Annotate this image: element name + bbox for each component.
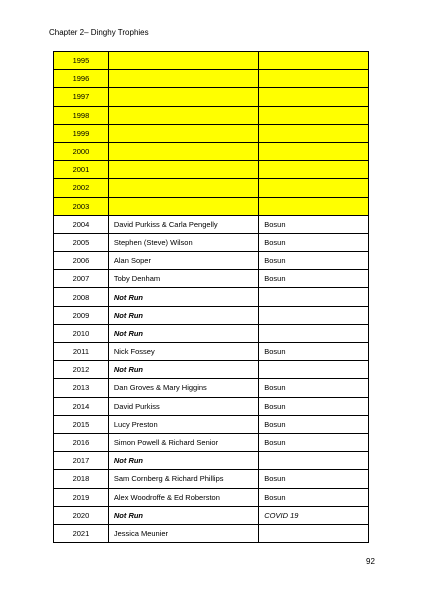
year-cell: 2011 bbox=[54, 343, 109, 361]
year-cell: 2008 bbox=[54, 288, 109, 306]
boat-cell bbox=[259, 306, 369, 324]
table-row bbox=[54, 106, 369, 124]
boat-cell bbox=[259, 452, 369, 470]
table-row bbox=[54, 379, 369, 397]
winner-cell: Stephen (Steve) Wilson bbox=[108, 233, 258, 251]
year-cell: 2009 bbox=[54, 306, 109, 324]
winner-cell: Not Run bbox=[108, 506, 258, 524]
year-cell: 2016 bbox=[54, 433, 109, 451]
winner-cell: Jessica Meunier bbox=[108, 524, 258, 542]
table-row bbox=[54, 361, 369, 379]
winner-cell: Toby Denham bbox=[108, 270, 258, 288]
year-cell: 2020 bbox=[54, 506, 109, 524]
table-row bbox=[54, 179, 369, 197]
year-cell: 1997 bbox=[54, 88, 109, 106]
boat-cell bbox=[259, 106, 369, 124]
boat-cell: Bosun bbox=[259, 233, 369, 251]
winner-cell bbox=[108, 124, 258, 142]
boat-cell bbox=[259, 324, 369, 342]
year-cell: 1995 bbox=[54, 52, 109, 70]
year-cell: 1996 bbox=[54, 70, 109, 88]
winner-cell: Not Run bbox=[108, 361, 258, 379]
table-row bbox=[54, 88, 369, 106]
boat-cell bbox=[259, 179, 369, 197]
winner-cell bbox=[108, 161, 258, 179]
year-cell: 2014 bbox=[54, 397, 109, 415]
winner-cell: Not Run bbox=[108, 452, 258, 470]
winner-cell bbox=[108, 70, 258, 88]
year-cell: 2013 bbox=[54, 379, 109, 397]
winner-cell: David Purkiss & Carla Pengelly bbox=[108, 215, 258, 233]
boat-cell: Bosun bbox=[259, 270, 369, 288]
boat-cell bbox=[259, 197, 369, 215]
winner-cell bbox=[108, 52, 258, 70]
table-row bbox=[54, 142, 369, 160]
boat-cell bbox=[259, 524, 369, 542]
year-cell: 2004 bbox=[54, 215, 109, 233]
boat-cell: Bosun bbox=[259, 379, 369, 397]
table-row bbox=[54, 252, 369, 270]
boat-cell bbox=[259, 288, 369, 306]
page-header: Chapter 2– Dinghy Trophies bbox=[49, 28, 149, 37]
boat-cell bbox=[259, 70, 369, 88]
table-row bbox=[54, 70, 369, 88]
table-row bbox=[54, 288, 369, 306]
table-row bbox=[54, 124, 369, 142]
table-row bbox=[54, 215, 369, 233]
table-row bbox=[54, 197, 369, 215]
table-row bbox=[54, 161, 369, 179]
winner-cell: Sam Cornberg & Richard Phillips bbox=[108, 470, 258, 488]
winner-cell bbox=[108, 142, 258, 160]
year-cell: 2021 bbox=[54, 524, 109, 542]
year-cell: 2000 bbox=[54, 142, 109, 160]
boat-cell bbox=[259, 124, 369, 142]
boat-cell: Bosun bbox=[259, 415, 369, 433]
table-row bbox=[54, 324, 369, 342]
winner-cell: Alan Soper bbox=[108, 252, 258, 270]
table-row bbox=[54, 452, 369, 470]
winner-cell: Lucy Preston bbox=[108, 415, 258, 433]
year-cell: 2001 bbox=[54, 161, 109, 179]
table-row bbox=[54, 506, 369, 524]
boat-cell: Bosun bbox=[259, 397, 369, 415]
year-cell: 2010 bbox=[54, 324, 109, 342]
winner-cell: Not Run bbox=[108, 306, 258, 324]
boat-cell: Bosun bbox=[259, 215, 369, 233]
table-row bbox=[54, 397, 369, 415]
year-cell: 2002 bbox=[54, 179, 109, 197]
winner-cell: Not Run bbox=[108, 288, 258, 306]
boat-cell: Bosun bbox=[259, 343, 369, 361]
boat-cell bbox=[259, 161, 369, 179]
year-cell: 2019 bbox=[54, 488, 109, 506]
year-cell: 2018 bbox=[54, 470, 109, 488]
table-row bbox=[54, 433, 369, 451]
table-row bbox=[54, 488, 369, 506]
winner-cell: Dan Groves & Mary Higgins bbox=[108, 379, 258, 397]
winner-cell: Nick Fossey bbox=[108, 343, 258, 361]
boat-cell: Bosun bbox=[259, 433, 369, 451]
table-row bbox=[54, 343, 369, 361]
winner-cell: David Purkiss bbox=[108, 397, 258, 415]
table-row bbox=[54, 306, 369, 324]
year-cell: 2012 bbox=[54, 361, 109, 379]
winner-cell bbox=[108, 88, 258, 106]
table-row bbox=[54, 470, 369, 488]
winner-cell: Not Run bbox=[108, 324, 258, 342]
boat-cell bbox=[259, 142, 369, 160]
table-row bbox=[54, 270, 369, 288]
table-row bbox=[54, 415, 369, 433]
winner-cell: Alex Woodroffe & Ed Roberston bbox=[108, 488, 258, 506]
winner-cell bbox=[108, 197, 258, 215]
year-cell: 2007 bbox=[54, 270, 109, 288]
boat-cell bbox=[259, 361, 369, 379]
boat-cell: Bosun bbox=[259, 252, 369, 270]
year-cell: 2005 bbox=[54, 233, 109, 251]
table-row bbox=[54, 52, 369, 70]
boat-cell bbox=[259, 88, 369, 106]
year-cell: 2017 bbox=[54, 452, 109, 470]
table-row bbox=[54, 233, 369, 251]
boat-cell: Bosun bbox=[259, 470, 369, 488]
trophy-table bbox=[53, 51, 369, 543]
boat-cell bbox=[259, 52, 369, 70]
year-cell: 2006 bbox=[54, 252, 109, 270]
winner-cell bbox=[108, 106, 258, 124]
page-number: 92 bbox=[366, 557, 375, 566]
year-cell: 1999 bbox=[54, 124, 109, 142]
trophy-table-body bbox=[54, 52, 369, 543]
boat-cell: COVID 19 bbox=[259, 506, 369, 524]
boat-cell: Bosun bbox=[259, 488, 369, 506]
winner-cell bbox=[108, 179, 258, 197]
year-cell: 2003 bbox=[54, 197, 109, 215]
table-row bbox=[54, 524, 369, 542]
winner-cell: Simon Powell & Richard Senior bbox=[108, 433, 258, 451]
year-cell: 2015 bbox=[54, 415, 109, 433]
year-cell: 1998 bbox=[54, 106, 109, 124]
